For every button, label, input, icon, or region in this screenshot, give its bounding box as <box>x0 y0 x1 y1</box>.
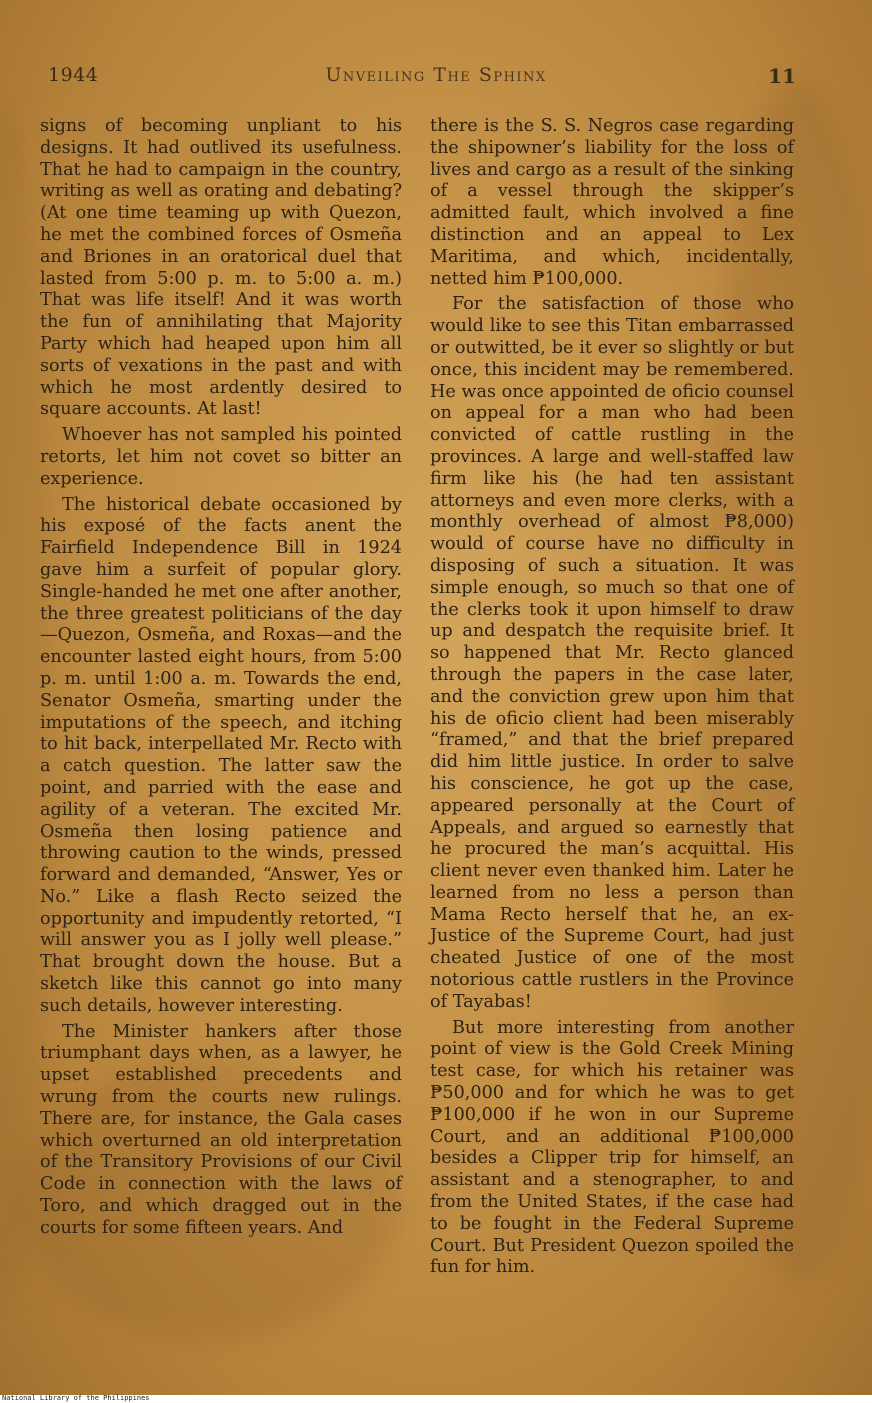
paragraph: signs of becoming unpliant to his designs. It had outlived its usefulness. That he had to campaign in the country, writing as well as orating and debating? (At one time teaming up with Quezon, he met the combined forces of Osmeña and Briones in an oratorical duel that lasted from 5:00 p. m. to 5:00 a. m.) That was life itself! And it was worth the fun of annihilating that Majority Party which had heaped upon him all sorts of vexations in the past and with which he most ardently desired to square accounts. At last! <box>40 116 402 420</box>
paragraph: The historical debate occasioned by his exposé of the facts anent the Fairfield Independence Bill in 1924 gave him a surfeit of popular glory. Single-handed he met one after another, the three greatest politicians of the day—Quezon, Osmeña, and Roxas—and the encounter lasted eight hours, from 5:00 p. m. until 1:00 a. m. Towards the end, Senator Osmeña, smarting under the imputations of the speech, and itching to hit back, interpellated Mr. Recto with a catch question. The latter saw the point, and parried with the ease and agility of a veteran. The excited Mr. Osmeña then losing patience and throwing caution to the winds, pressed forward and demanded, “Answer, Yes or No.” Like a flash Recto seized the opportunity and impudently retorted, “I will answer you as I jolly well please.” That brought down the house. But a sketch like this cannot go into many such details, however interesting. <box>40 494 402 1016</box>
paragraph: But more interesting from another point of view is the Gold Creek Mining test case, for which his retainer was ₱50,000 and for which he was to get ₱100,000 if he won in our Supreme Court, and an additional ₱100,000 besides a Clipper trip for himself, an assistant and a stenographer, to and from the United States, if the case had to be fought in the Federal Supreme Court. But President Quezon spoiled the fun for him. <box>430 1017 794 1278</box>
paragraph: Whoever has not sampled his pointed retorts, let him not covet so bitter an experience. <box>40 425 402 489</box>
library-credit: National Library of the Philippines <box>2 1394 150 1402</box>
paragraph: For the satisfaction of those who would like to see this Titan embarrassed or outwitted, be it ever so slightly or but once, this incident may be remembered. He was once appointed de oficio counsel on appeal for a man who had been convicted of cattle rustling in the provinces. A large and well-staffed law firm like his (he had ten assistant attorneys and even more clerks, with a monthly overhead of almost ₱8,000) would of course have no difficulty in disposing of such a situation. It was simple enough, so much so that one of the clerks took it upon himself to draw up and despatch the requisite brief. It so happened that Mr. Recto glanced through the papers in the case later, and the conviction grew upon him that his de oficio client had been miserably “framed,” and that the brief prepared did him little justice. In order to salve his conscience, he got up the case, appeared personally at the Court of Appeals, and argued so earnestly that he procured the man’s acquittal. His client never even thanked him. Later he learned from no less a person than Mama Recto herself that he, an ex-Justice of the Supreme Court, had just cheated Justice of one of the most notorious cattle rustlers in the Province of Tayabas! <box>430 294 794 1012</box>
paragraph: there is the S. S. Negros case regarding the shipowner’s liability for the loss of lives and cargo as a result of the sinking of a vessel through the skipper’s admitted fault, which involved a fine distinction and an appeal to Lex Maritima, and which, incidentally, netted him ₱100,000. <box>430 116 794 289</box>
running-title: Unveiling The Sphinx <box>325 64 547 86</box>
page-header <box>0 64 872 94</box>
left-column <box>40 116 402 1244</box>
paragraph: The Minister hankers after those triumphant days when, as a lawyer, he upset established precedents and wrung from the courts new rulings. There are, for instance, the Gala cases which overturned an old interpretation of the Transitory Provisions of our Civil Code in connection with the laws of Toro, and which dragged out in the courts for some fifteen years. And <box>40 1021 402 1238</box>
header-year: 1944 <box>48 64 99 86</box>
page-number: 11 <box>768 64 796 88</box>
scan-footer <box>0 1395 872 1403</box>
right-column <box>430 116 794 1283</box>
